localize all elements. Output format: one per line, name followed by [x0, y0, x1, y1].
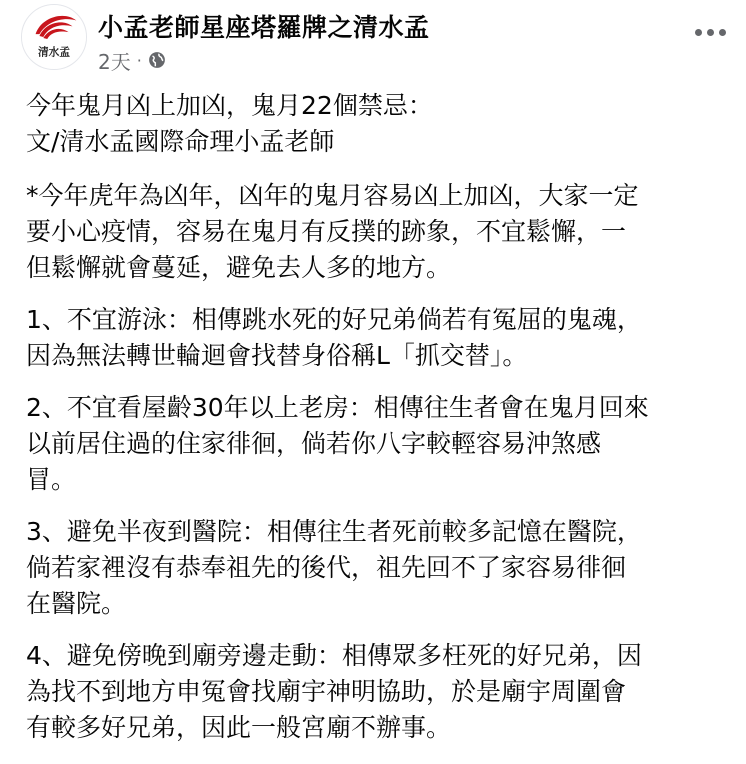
globe-icon[interactable] — [148, 51, 166, 69]
more-options-button[interactable] — [686, 14, 734, 50]
logo-text: 清水孟 — [38, 45, 70, 59]
separator-dot: · — [136, 50, 142, 70]
post-paragraph: 1、不宜游泳：相傳跳水死的好兄弟倘若有冤屈的鬼魂， 因為無法轉世輪迴會找替身俗稱L「抓交替」。 — [26, 305, 642, 370]
timestamp[interactable]: 2天 — [98, 49, 131, 74]
page-logo — [22, 5, 86, 69]
post-paragraph: *今年虎年為凶年，凶年的鬼月容易凶上加凶，大家一定 要小心疫情，容易在鬼月有反撲的跡象，不宜鬆懈，一 但鬆懈就會蔓延，避免去人多的地方。 — [26, 181, 639, 282]
post-paragraph: 2、不宜看屋齡30年以上老房：相傳往生者會在鬼月回來 以前居住過的住家徘徊，倘若你八字較輕容易沖煞感 冒。 — [26, 393, 649, 494]
post-paragraph: 3、避免半夜到醫院：相傳往生者死前較多記憶在醫院， 倘若家裡沒有恭奉祖先的後代，祖先回不了家容易徘徊 在醫院。 — [26, 517, 642, 618]
post-paragraph: 4、避免傍晚到廟旁邊走動：相傳眾多枉死的好兄弟，因 為找不到地方申冤會找廟宇神明協助，於是廟宇周圍會 有較多好兄弟，因此一般宮廟不辦事。 — [26, 641, 642, 742]
more-horizontal-icon — [695, 29, 702, 36]
page-name[interactable]: 小孟老師星座塔羅牌之清水孟 — [98, 13, 430, 42]
post-meta — [98, 48, 166, 72]
avatar[interactable] — [21, 4, 87, 70]
post-body — [26, 88, 726, 762]
post-paragraph: 今年鬼月凶上加凶，鬼月22個禁忌： 文/清水孟國際命理小孟老師 — [26, 91, 433, 156]
post-header — [0, 0, 746, 84]
